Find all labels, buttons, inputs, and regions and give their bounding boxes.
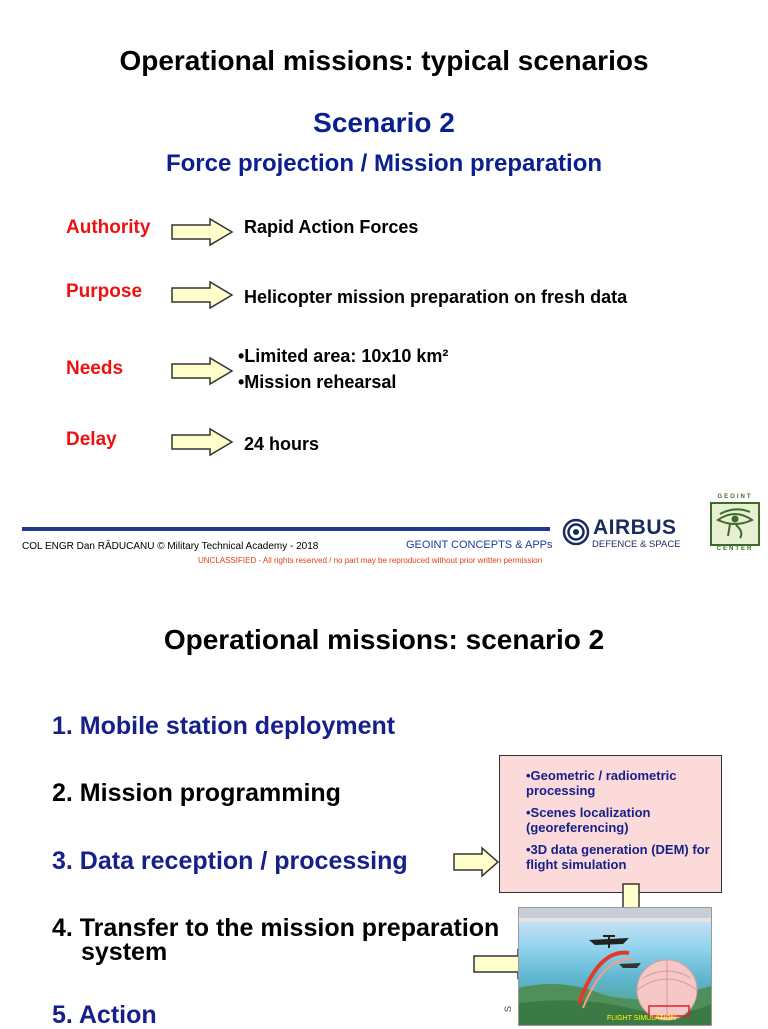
row-label-needs: Needs [66,358,124,379]
geoint-center-logo [708,494,762,554]
right-arrow-icon [170,356,234,386]
airbus-logo [562,516,702,552]
step-4 [52,916,499,964]
row-value-delay [244,431,319,457]
needs-value-rehearsal: •Mission rehearsal [238,372,397,392]
row-label-purpose: Purpose [66,281,143,302]
geoint-logo-bottom-text: CENTER [716,546,754,552]
callout-item-3d-data: •3D data generation (DEM) for flight simulation [526,842,710,872]
step-1: 1. Mobile station deployment [52,712,396,740]
flight-simulation-image [518,907,712,1026]
right-arrow-icon [170,280,234,310]
callout-item-localization: •Scenes localization (georeferencing) [526,805,651,835]
step-3: 3. Data reception / processing [52,847,408,875]
scenario-subtitle: Force projection / Mission preparation [165,150,603,177]
airbus-wordmark: AIRBUS [593,516,677,539]
side-caption-fragment: S [503,1005,513,1012]
row-value-needs [238,343,448,395]
purpose-value: Helicopter mission preparation on fresh data [244,287,628,307]
step-4-line-1: 4. Transfer to the mission preparation [52,914,500,942]
simulation-scene [519,908,711,1025]
geoint-logo-top-text: GEOINT [717,494,753,500]
delay-value: 24 hours [244,434,320,454]
footer-unclassified: UNCLASSIFIED - All rights reserved / no part may be reproduced without prior written permission [198,556,543,565]
needs-value-area: •Limited area: 10x10 km² [238,346,449,366]
step-5: 5. Action [52,1001,157,1029]
eye-of-horus-icon [710,502,760,546]
right-arrow-icon [452,846,500,878]
step-4-line-2: system [81,938,168,966]
authority-value: Rapid Action Forces [244,217,419,237]
right-arrow-icon [170,427,234,457]
callout-item-geometric: •Geometric / radiometric processing [526,768,677,798]
row-label-delay: Delay [66,429,117,450]
simulation-image-label: FLIGHT SIMULATION [607,1015,676,1022]
scenario-title: Scenario 2 [313,107,455,138]
footer-divider [22,527,550,531]
slide-2-title: Operational missions: scenario 2 [163,624,605,655]
processing-callout [499,755,722,893]
row-label-authority: Authority [66,217,151,238]
row-value-authority [244,214,418,240]
row-value-purpose [244,284,627,310]
footer-center: GEOINT CONCEPTS & APPs [406,539,553,551]
slide-1-title: Operational missions: typical scenarios [119,45,649,76]
airbus-globe-icon [562,518,590,546]
footer-author: COL ENGR Dan RĂDUCANU © Military Technical Academy - 2018 [22,541,319,552]
step-2: 2. Mission programming [52,779,341,807]
airbus-subtext: DEFENCE & SPACE [592,539,681,550]
right-arrow-icon [170,217,234,247]
